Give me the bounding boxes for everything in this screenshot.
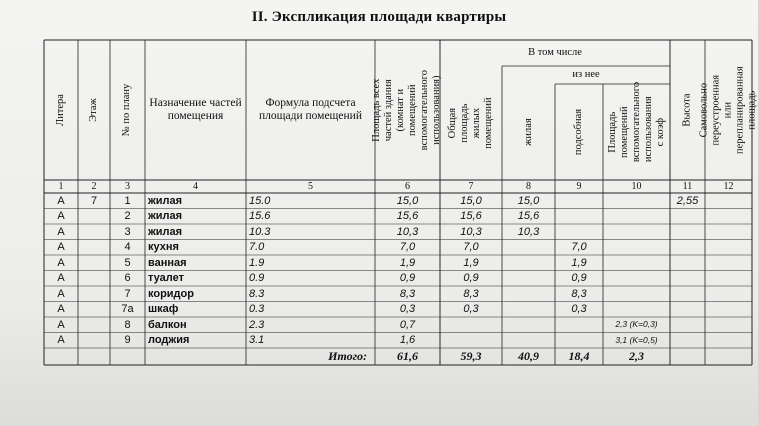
row-living — [502, 302, 555, 318]
header-floor-text: Этаж — [87, 98, 99, 122]
row-coef: 3,1 (K=0,5) — [615, 334, 658, 345]
header-purpose: Назначение частей помещения — [149, 97, 242, 122]
row-coef — [603, 224, 670, 240]
totals-living: 40,9 — [518, 348, 539, 363]
column-number: 1 — [58, 181, 64, 192]
row-formula: 8.3 — [249, 287, 265, 300]
header-in-total: В том числе — [528, 47, 582, 59]
row-floor — [78, 209, 110, 225]
row-floor: 7 — [90, 194, 98, 207]
row-unauth — [705, 193, 752, 209]
row-height — [670, 302, 705, 318]
row-formula: 0.3 — [249, 303, 265, 316]
row-height — [670, 317, 705, 333]
row-floor — [78, 255, 110, 271]
row-height — [670, 209, 705, 225]
row-general: 0,9 — [463, 272, 479, 285]
row-formula: 3.1 — [249, 334, 265, 347]
row-area: 7,0 — [399, 241, 416, 254]
row-general: 15,0 — [460, 194, 482, 207]
row-aux: 1,9 — [571, 256, 587, 269]
row-floor — [78, 333, 110, 349]
row-litera: А — [57, 194, 65, 207]
row-unauth — [705, 240, 752, 256]
row-floor — [78, 224, 110, 240]
row-general: 8,3 — [463, 287, 479, 300]
row-no: 8 — [124, 318, 131, 331]
column-number: 9 — [576, 181, 582, 192]
row-height: 2,55 — [676, 194, 699, 207]
header-floor — [78, 40, 110, 180]
row-living — [502, 333, 555, 349]
row-litera: А — [57, 210, 65, 223]
header-area-total — [371, 40, 443, 180]
column-number: 10 — [631, 181, 642, 192]
row-name: кухня — [148, 241, 179, 254]
header-area-total-text: Площадь всех частей здания (комнат и помещений вспомогательного использования) — [371, 69, 443, 151]
row-aux — [555, 224, 603, 240]
row-aux: 7,0 — [571, 241, 587, 254]
row-area: 1,9 — [399, 256, 416, 269]
totals-general: 59,3 — [460, 348, 482, 363]
row-no: 5 — [124, 256, 131, 269]
row-name: балкон — [148, 318, 187, 331]
row-no: 6 — [124, 272, 131, 285]
row-coef: 2,3 (K=0,3) — [615, 319, 658, 330]
row-height — [670, 333, 705, 349]
row-living — [502, 317, 555, 333]
row-height — [670, 286, 705, 302]
header-formula: Формула подсчета площади помещений — [259, 97, 362, 122]
row-litera: А — [57, 241, 65, 254]
row-aux: 8,3 — [571, 287, 587, 300]
row-general — [440, 333, 502, 349]
row-unauth — [705, 317, 752, 333]
row-unauth — [705, 302, 752, 318]
header-plan-no-text: № по плану — [121, 83, 133, 137]
header-unauthorized — [698, 40, 758, 180]
row-coef — [603, 286, 670, 302]
column-number: 3 — [125, 181, 130, 192]
row-living — [502, 255, 555, 271]
row-no: 9 — [124, 334, 131, 347]
row-litera: А — [57, 303, 65, 316]
row-coef — [603, 255, 670, 271]
column-number: 4 — [193, 181, 198, 192]
row-area: 0,9 — [399, 272, 416, 285]
totals-aux: 18,4 — [568, 348, 590, 363]
header-auxiliary — [555, 84, 603, 180]
row-floor — [78, 240, 110, 256]
row-area: 1,6 — [399, 334, 416, 347]
row-name: жилая — [148, 225, 183, 238]
header-coef — [603, 81, 670, 180]
header-of-which: из нее — [572, 69, 600, 81]
row-name: жилая — [148, 210, 183, 223]
row-name: ванная — [148, 256, 187, 269]
column-number: 12 — [723, 181, 734, 192]
header-general-living-text: Общая площадь жилых помещений — [446, 97, 495, 149]
row-litera: А — [57, 225, 65, 238]
row-no: 1 — [124, 194, 131, 207]
row-unauth — [705, 255, 752, 271]
row-area: 15,0 — [396, 194, 419, 207]
header-height-text: Высота — [681, 93, 693, 127]
header-coef-text: Площадь помещений вспомогательного использования с коэф — [606, 81, 666, 162]
row-formula: 2.3 — [249, 318, 265, 331]
header-living-text: жилая — [522, 118, 534, 146]
row-unauth — [705, 286, 752, 302]
row-formula: 7.0 — [249, 241, 265, 254]
row-area: 8,3 — [399, 287, 416, 300]
row-litera: А — [57, 318, 65, 331]
totals-coef: 2,3 — [629, 348, 644, 363]
row-aux: 0,9 — [571, 272, 587, 285]
row-name: жилая — [148, 194, 183, 207]
row-general: 10,3 — [460, 225, 482, 238]
column-number: 5 — [308, 181, 313, 192]
row-general: 15,6 — [460, 210, 482, 223]
row-height — [670, 224, 705, 240]
row-litera: А — [57, 334, 65, 347]
row-litera: А — [57, 287, 65, 300]
row-living — [502, 271, 555, 287]
row-unauth — [705, 333, 752, 349]
row-aux — [555, 209, 603, 225]
row-aux: 0,3 — [571, 303, 587, 316]
row-litera: А — [57, 256, 65, 269]
column-number: 8 — [526, 181, 531, 192]
row-floor — [78, 286, 110, 302]
header-litera-text: Литера — [54, 94, 66, 126]
row-name: шкаф — [148, 303, 179, 316]
row-living: 15,6 — [517, 210, 540, 223]
row-unauth — [705, 209, 752, 225]
row-coef — [603, 240, 670, 256]
row-height — [670, 271, 705, 287]
header-general-living — [440, 66, 502, 180]
row-no: 7 — [124, 287, 131, 300]
row-general: 0,3 — [463, 303, 479, 316]
row-general: 7,0 — [463, 241, 479, 254]
row-name: коридор — [148, 287, 194, 300]
row-no: 7а — [121, 303, 134, 316]
row-coef — [603, 209, 670, 225]
column-number: 7 — [468, 181, 474, 192]
totals-area: 61,6 — [397, 348, 418, 363]
row-area: 0,7 — [399, 318, 416, 331]
row-floor — [78, 317, 110, 333]
row-living — [502, 240, 555, 256]
row-no: 3 — [124, 225, 131, 238]
row-name: лоджия — [148, 334, 190, 347]
row-aux — [555, 193, 603, 209]
column-number: 2 — [91, 181, 97, 192]
document-title: II. Экспликация площади квартиры — [251, 9, 507, 25]
row-living: 10,3 — [517, 225, 540, 238]
row-area: 0,3 — [399, 303, 416, 316]
row-no: 4 — [124, 241, 131, 254]
row-formula: 15.6 — [249, 210, 271, 223]
row-coef — [603, 193, 670, 209]
column-number: 11 — [682, 181, 693, 192]
column-number: 6 — [405, 181, 410, 192]
header-plan-no — [110, 40, 145, 180]
row-coef — [603, 302, 670, 318]
row-unauth — [705, 271, 752, 287]
header-living — [502, 84, 555, 180]
row-height — [670, 240, 705, 256]
row-litera: А — [57, 272, 65, 285]
row-area: 10,3 — [396, 225, 419, 238]
row-formula: 10.3 — [249, 225, 271, 238]
row-area: 15,6 — [396, 210, 419, 223]
row-height — [670, 255, 705, 271]
row-formula: 1.9 — [249, 256, 265, 269]
row-living: 15,0 — [517, 194, 540, 207]
row-general — [440, 317, 502, 333]
row-formula: 0.9 — [249, 272, 265, 285]
row-floor — [78, 271, 110, 287]
row-living — [502, 286, 555, 302]
row-aux — [555, 317, 603, 333]
row-floor — [78, 302, 110, 318]
header-litera — [44, 40, 78, 180]
row-aux — [555, 333, 603, 349]
row-name: туалет — [148, 272, 184, 285]
row-coef — [603, 271, 670, 287]
row-no: 2 — [124, 210, 131, 223]
header-unauthorized-text: Самовольно переустроенная или перепланированная площадь — [698, 66, 758, 154]
row-general: 1,9 — [463, 256, 479, 269]
row-unauth — [705, 224, 752, 240]
header-auxiliary-text: подсобная — [572, 108, 584, 156]
row-formula: 15.0 — [249, 194, 271, 207]
totals-label: Итого: — [328, 348, 367, 363]
